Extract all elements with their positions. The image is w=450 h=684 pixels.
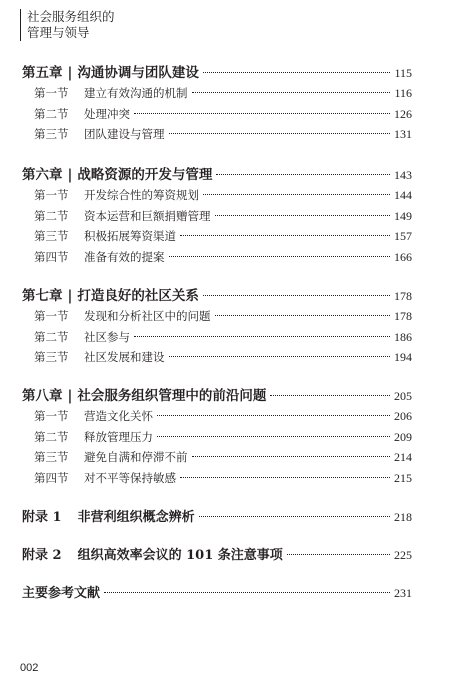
section-entry-number: 第二节 [34,208,69,223]
header-line-2: 管理与领导 [27,25,90,40]
chapter-entry-title: 社会服务组织管理中的前沿问题 [77,388,267,404]
chapter-separator: | [67,388,73,404]
dot-leader [270,395,390,396]
section-entry[interactable] [34,187,412,205]
section-entry-number: 第四节 [34,249,69,264]
section-entry[interactable] [34,308,412,326]
header-line-1: 社会服务组织的 [27,9,115,24]
section-entry-page: 126 [394,106,412,121]
dot-leader [180,477,390,478]
chapter-entry-title: 战略资源的开发与管理 [77,167,213,183]
section-entry-page: 116 [394,86,412,100]
chapter-entry-title: 沟通协调与团队建设 [77,65,199,81]
dot-leader [134,113,390,114]
running-header [20,9,115,41]
dot-leader [192,456,391,457]
chapter-entry[interactable] [22,384,412,402]
section-entry-number: 第一节 [34,409,69,423]
dot-leader [203,194,390,195]
section-entry-number: 第二节 [34,429,69,444]
dot-leader [169,356,391,357]
dot-leader [199,516,390,517]
section-entry-page: 194 [394,350,412,364]
section-entry[interactable] [34,126,412,144]
chapter-entry[interactable] [22,163,412,181]
dot-leader [215,215,391,216]
section-entry[interactable] [34,470,412,488]
dot-leader [157,436,390,437]
section-entry-page: 144 [394,188,412,202]
section-entry-title: 积极拓展筹资渠道 [84,229,176,243]
section-entry-number: 第三节 [34,450,69,464]
section-entry-page: 186 [394,329,412,344]
section-entry-title: 避免自满和停滞不前 [84,450,188,464]
section-entry-page: 166 [394,249,412,264]
dot-leader [180,235,390,236]
appendix-entry-title: 非营利组织概念辨析 [77,510,195,525]
appendix-entry-title: 主要参考文献 [22,586,101,601]
section-entry-number: 第三节 [34,229,69,243]
chapter-separator: | [67,167,73,183]
dot-leader [203,72,391,73]
section-entry[interactable] [34,408,412,426]
section-entry-number: 第三节 [34,127,69,141]
chapter-entry-number: 第五章 [22,65,63,81]
section-entry-number: 第一节 [34,309,69,323]
section-entry[interactable] [34,429,412,447]
section-entry-number: 第二节 [34,106,69,121]
appendix-entry-title: 组织高效率会议的 101 条注意事项 [77,548,283,563]
appendix-entry[interactable] [22,582,412,600]
section-entry-page: 215 [394,470,412,485]
section-entry-title: 处理冲突 [84,106,130,121]
dot-leader [169,256,391,257]
chapter-entry-number: 第七章 [22,288,63,304]
section-entry-page: 178 [394,309,412,323]
section-entry-title: 释放管理压力 [84,429,153,444]
appendix-entry-page: 231 [394,586,412,600]
chapter-separator: | [67,288,73,304]
chapter-separator: | [67,65,73,81]
chapter-entry-title: 打造良好的社区关系 [77,288,199,304]
dot-leader [287,554,390,555]
section-entry[interactable] [34,106,412,124]
chapter-entry[interactable] [22,284,412,302]
section-entry-number: 第一节 [34,86,69,100]
section-entry-number: 第四节 [34,470,69,485]
page-number: 002 [20,662,39,674]
section-entry[interactable] [34,329,412,347]
chapter-entry-page: 178 [394,289,412,303]
section-entry[interactable] [34,228,412,246]
section-entry-page: 206 [394,409,412,423]
chapter-entry-page: 143 [394,168,412,182]
section-entry-page: 214 [394,450,412,464]
section-entry-page: 149 [394,208,412,223]
chapter-entry-page: 115 [394,66,412,80]
dot-leader [216,174,390,175]
section-entry-number: 第二节 [34,329,69,344]
section-entry[interactable] [34,208,412,226]
chapter-entry-number: 第八章 [22,388,63,404]
chapter-entry[interactable] [22,61,412,79]
section-entry-title: 团队建设与管理 [84,127,165,141]
chapter-entry-number: 第六章 [22,167,63,183]
section-entry-title: 对不平等保持敏感 [84,470,176,485]
section-entry[interactable] [34,449,412,467]
dot-leader [192,92,391,93]
section-entry[interactable] [34,249,412,267]
appendix-entry[interactable] [22,506,412,524]
section-entry-title: 发现和分析社区中的问题 [84,309,211,323]
appendix-entry-page: 225 [394,548,412,562]
appendix-entry-number: 附录 1 [22,510,62,525]
appendix-entry-page: 218 [394,510,412,524]
section-entry-title: 准备有效的提案 [84,249,165,264]
section-entry-number: 第三节 [34,350,69,364]
section-entry-title: 社区发展和建设 [84,350,165,364]
dot-leader [169,133,391,134]
dot-leader [215,315,391,316]
section-entry-title: 营造文化关怀 [84,409,153,423]
section-entry[interactable] [34,349,412,367]
appendix-entry[interactable] [22,544,412,562]
dot-leader [104,592,390,593]
section-entry-title: 社区参与 [84,329,130,344]
section-entry-title: 资本运营和巨额捐赠管理 [84,208,211,223]
section-entry-title: 建立有效沟通的机制 [84,86,188,100]
dot-leader [134,336,390,337]
section-entry-page: 131 [394,127,412,141]
section-entry-title: 开发综合性的筹资规划 [84,188,199,202]
section-entry-page: 157 [394,229,412,243]
chapter-entry-page: 205 [394,389,412,403]
section-entry-page: 209 [394,429,412,444]
appendix-entry-number: 附录 2 [22,548,62,563]
dot-leader [157,415,390,416]
section-entry-number: 第一节 [34,188,69,202]
section-entry[interactable] [34,85,412,103]
dot-leader [203,295,390,296]
